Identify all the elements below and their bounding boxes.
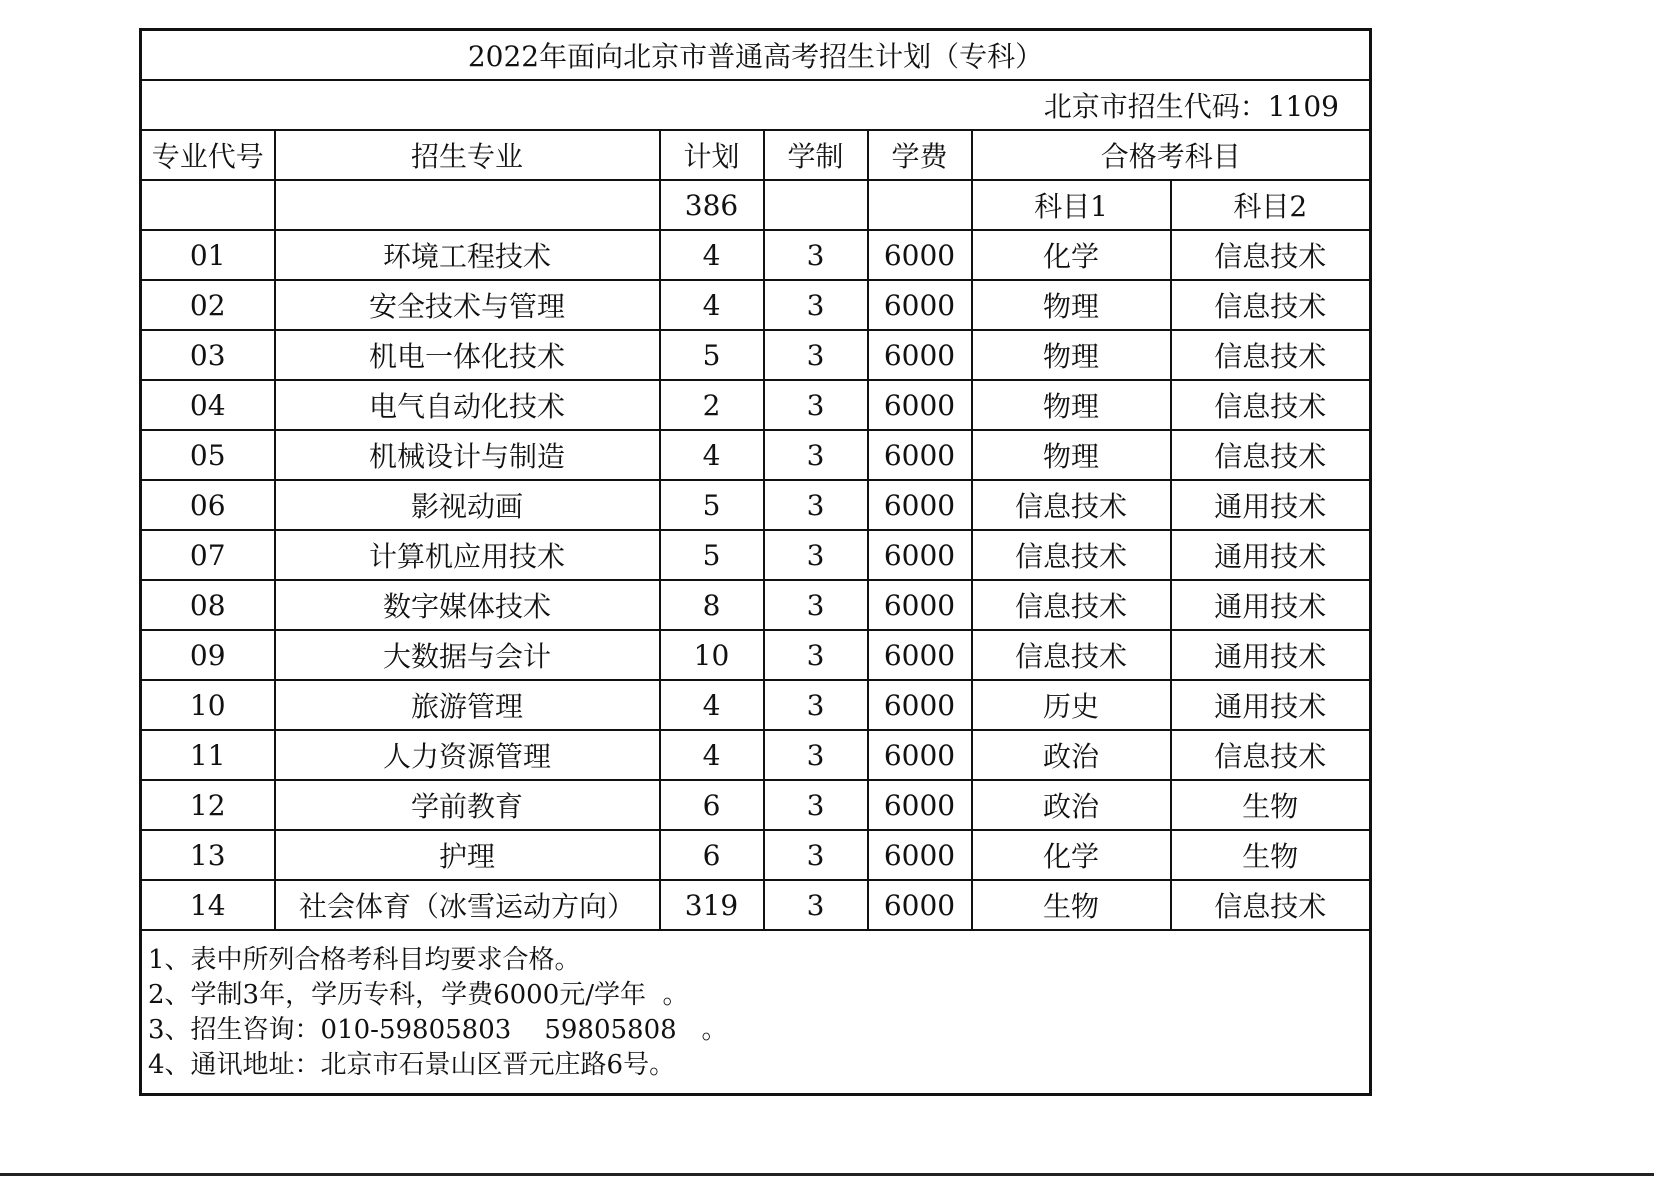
- table-row: [141, 780, 1371, 830]
- cell-code: 11: [141, 730, 275, 780]
- cell-subject1: 历史: [972, 680, 1171, 730]
- cell-subject2: 通用技术: [1171, 580, 1371, 630]
- cell-plan: 5: [660, 480, 764, 530]
- cell-subject1: 生物: [972, 880, 1171, 930]
- cell-fee: 6000: [868, 380, 972, 430]
- cell-plan: 6: [660, 780, 764, 830]
- cell-fee: 6000: [868, 230, 972, 280]
- cell-subject2: 生物: [1171, 830, 1371, 880]
- cell-fee: 6000: [868, 830, 972, 880]
- table-row: [141, 330, 1371, 380]
- cell-fee: 6000: [868, 580, 972, 630]
- cell-code: 05: [141, 430, 275, 480]
- cell-fee: 6000: [868, 480, 972, 530]
- cell-plan: 4: [660, 230, 764, 280]
- cell-plan: 4: [660, 680, 764, 730]
- cell-code: 09: [141, 630, 275, 680]
- cell-subject2: 通用技术: [1171, 530, 1371, 580]
- cell-years: 3: [764, 880, 868, 930]
- cell-subject1: 化学: [972, 230, 1171, 280]
- header-subject2: 科目2: [1171, 180, 1371, 230]
- cell-subject1: 物理: [972, 330, 1171, 380]
- cell-major: 护理: [275, 830, 660, 880]
- notes-cell: [141, 930, 1371, 1095]
- header-row: [141, 130, 1371, 180]
- header-major: 招生专业: [275, 130, 660, 180]
- table-row: [141, 830, 1371, 880]
- cell-subject1: 信息技术: [972, 530, 1171, 580]
- cell-code: 01: [141, 230, 275, 280]
- cell-plan: 319: [660, 880, 764, 930]
- cell-code: 10: [141, 680, 275, 730]
- cell-subject2: 通用技术: [1171, 630, 1371, 680]
- table-row: [141, 580, 1371, 630]
- cell-major: 电气自动化技术: [275, 380, 660, 430]
- header-code: 专业代号: [141, 130, 275, 180]
- empty-cell: [275, 180, 660, 230]
- cell-plan: 5: [660, 530, 764, 580]
- table-row: [141, 230, 1371, 280]
- cell-plan: 4: [660, 730, 764, 780]
- table-row: [141, 680, 1371, 730]
- cell-code: 03: [141, 330, 275, 380]
- code-row: [141, 80, 1371, 130]
- cell-fee: 6000: [868, 880, 972, 930]
- cell-subject2: 信息技术: [1171, 230, 1371, 280]
- cell-subject2: 信息技术: [1171, 280, 1371, 330]
- total-plan: 386: [660, 180, 764, 230]
- cell-major: 学前教育: [275, 780, 660, 830]
- admission-plan-document: [139, 28, 1369, 1096]
- cell-code: 07: [141, 530, 275, 580]
- subheader-row: [141, 180, 1371, 230]
- cell-major: 影视动画: [275, 480, 660, 530]
- note-line: 3、招生咨询：010-59805803 59805808 。: [148, 1015, 728, 1045]
- cell-plan: 8: [660, 580, 764, 630]
- cell-subject1: 物理: [972, 280, 1171, 330]
- cell-fee: 6000: [868, 530, 972, 580]
- table-row: [141, 430, 1371, 480]
- table-row: [141, 480, 1371, 530]
- cell-code: 08: [141, 580, 275, 630]
- cell-major: 大数据与会计: [275, 630, 660, 680]
- cell-years: 3: [764, 480, 868, 530]
- cell-major: 计算机应用技术: [275, 530, 660, 580]
- cell-fee: 6000: [868, 330, 972, 380]
- cell-subject1: 信息技术: [972, 580, 1171, 630]
- admission-code: 北京市招生代码：1109: [141, 80, 1371, 130]
- cell-subject2: 通用技术: [1171, 480, 1371, 530]
- empty-cell: [764, 180, 868, 230]
- cell-years: 3: [764, 380, 868, 430]
- cell-subject1: 物理: [972, 430, 1171, 480]
- cell-plan: 5: [660, 330, 764, 380]
- cell-plan: 10: [660, 630, 764, 680]
- table-row: [141, 380, 1371, 430]
- cell-code: 04: [141, 380, 275, 430]
- cell-years: 3: [764, 280, 868, 330]
- table-row: [141, 730, 1371, 780]
- cell-major: 安全技术与管理: [275, 280, 660, 330]
- cell-years: 3: [764, 530, 868, 580]
- cell-code: 02: [141, 280, 275, 330]
- table-row: [141, 280, 1371, 330]
- cell-years: 3: [764, 230, 868, 280]
- note-line: 1、表中所列合格考科目均要求合格。: [148, 945, 581, 975]
- cell-subject1: 政治: [972, 730, 1171, 780]
- cell-subject2: 信息技术: [1171, 380, 1371, 430]
- header-fee: 学费: [868, 130, 972, 180]
- cell-fee: 6000: [868, 730, 972, 780]
- cell-subject2: 信息技术: [1171, 430, 1371, 480]
- table-row: [141, 630, 1371, 680]
- cell-subject1: 信息技术: [972, 480, 1171, 530]
- cell-years: 3: [764, 680, 868, 730]
- cell-fee: 6000: [868, 430, 972, 480]
- cell-plan: 2: [660, 380, 764, 430]
- cell-years: 3: [764, 730, 868, 780]
- table-row: [141, 880, 1371, 930]
- cell-subject1: 政治: [972, 780, 1171, 830]
- cell-subject2: 信息技术: [1171, 730, 1371, 780]
- cell-subject2: 通用技术: [1171, 680, 1371, 730]
- table-title: 2022年面向北京市普通高考招生计划（专科）: [141, 30, 1371, 81]
- cell-code: 06: [141, 480, 275, 530]
- cell-fee: 6000: [868, 780, 972, 830]
- cell-years: 3: [764, 430, 868, 480]
- cell-fee: 6000: [868, 680, 972, 730]
- cell-plan: 6: [660, 830, 764, 880]
- cell-major: 数字媒体技术: [275, 580, 660, 630]
- cell-years: 3: [764, 580, 868, 630]
- cell-subject2: 生物: [1171, 780, 1371, 830]
- cell-subject2: 信息技术: [1171, 880, 1371, 930]
- title-row: [141, 30, 1371, 81]
- header-years: 学制: [764, 130, 868, 180]
- empty-cell: [141, 180, 275, 230]
- cell-subject1: 信息技术: [972, 630, 1171, 680]
- cell-code: 13: [141, 830, 275, 880]
- header-subjects: 合格考科目: [972, 130, 1371, 180]
- notes-row: [141, 930, 1371, 1095]
- cell-major: 旅游管理: [275, 680, 660, 730]
- note-line: 4、通讯地址：北京市石景山区晋元庄路6号。: [148, 1050, 676, 1080]
- cell-major: 人力资源管理: [275, 730, 660, 780]
- header-plan: 计划: [660, 130, 764, 180]
- cell-code: 12: [141, 780, 275, 830]
- cell-subject1: 化学: [972, 830, 1171, 880]
- cell-years: 3: [764, 830, 868, 880]
- table-row: [141, 530, 1371, 580]
- cell-fee: 6000: [868, 280, 972, 330]
- cell-plan: 4: [660, 280, 764, 330]
- header-subject1: 科目1: [972, 180, 1171, 230]
- cell-major: 机械设计与制造: [275, 430, 660, 480]
- note-line: 2、学制3年，学历专科，学费6000元/学年 。: [148, 980, 689, 1010]
- cell-code: 14: [141, 880, 275, 930]
- cell-subject2: 信息技术: [1171, 330, 1371, 380]
- cell-major: 环境工程技术: [275, 230, 660, 280]
- cell-fee: 6000: [868, 630, 972, 680]
- cell-years: 3: [764, 330, 868, 380]
- cell-plan: 4: [660, 430, 764, 480]
- admission-plan-table: [139, 28, 1372, 1096]
- cell-major: 机电一体化技术: [275, 330, 660, 380]
- cell-years: 3: [764, 780, 868, 830]
- empty-cell: [868, 180, 972, 230]
- page-bottom-rule: [0, 1173, 1654, 1176]
- cell-years: 3: [764, 630, 868, 680]
- cell-major: 社会体育（冰雪运动方向）: [275, 880, 660, 930]
- cell-subject1: 物理: [972, 380, 1171, 430]
